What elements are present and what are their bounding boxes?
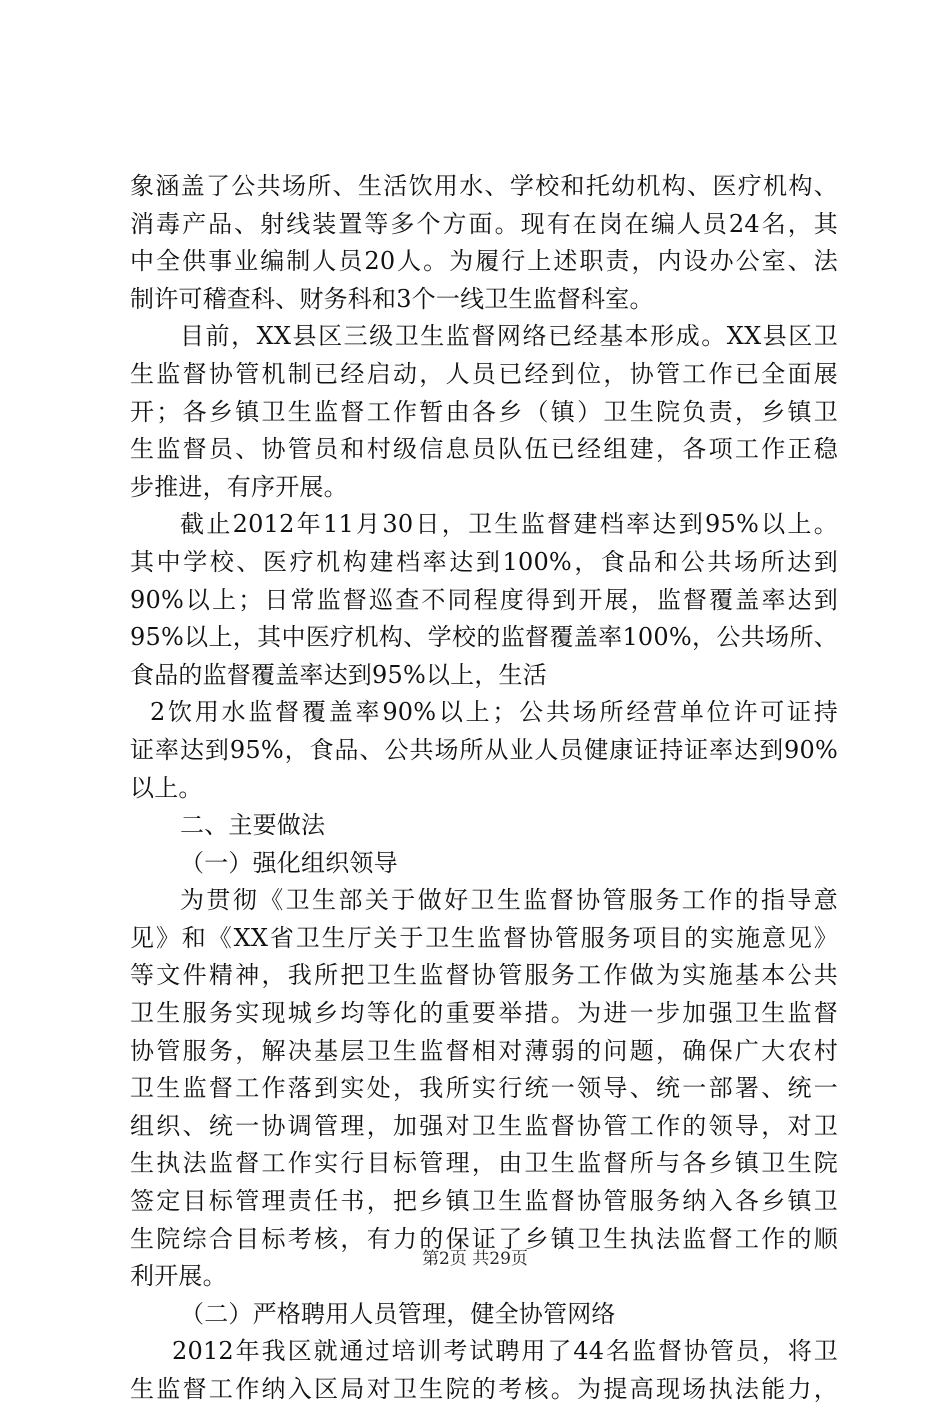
text-line: 签定目标管理责任书，把乡镇卫生监督协管服务纳入各乡镇卫 <box>130 1187 838 1216</box>
paragraph-start: 为贯彻《卫生部关于做好卫生监督协管服务工作的指导意 <box>180 886 838 915</box>
text-line: 卫生服务实现城乡均等化的重要举措。为进一步加强卫生监督 <box>130 999 838 1028</box>
text-line: 其中学校、医疗机构建档率达到100%，食品和公共场所达到 <box>130 547 838 576</box>
document-body <box>130 168 838 1409</box>
text-line: 中全供事业编制人员20人。为履行上述职责，内设办公室、法 <box>130 247 838 276</box>
text-line: 步推进，有序开展。 <box>130 472 348 501</box>
text-line: 证率达到95%，食品、公共场所从业人员健康证持证率达到90% <box>130 735 838 764</box>
subsection-heading: （二）严格聘用人员管理，健全协管网络 <box>180 1299 616 1328</box>
subsection-heading: （一）强化组织领导 <box>180 848 398 877</box>
text-line: 协管服务，解决基层卫生监督相对薄弱的问题，确保广大农村 <box>130 1036 838 1065</box>
text-line: 消毒产品、射线装置等多个方面。现有在岗在编人员24名，其 <box>130 209 838 238</box>
text-line: 食品的监督覆盖率达到95%以上，生活 <box>130 660 547 689</box>
text-line: 利开展。 <box>130 1262 227 1291</box>
text-line: 等文件精神，我所把卫生监督协管服务工作做为实施基本公共 <box>130 961 838 990</box>
text-line: 象涵盖了公共场所、生活饮用水、学校和托幼机构、医疗机构、 <box>130 172 838 200</box>
section-heading: 二、主要做法 <box>180 811 326 840</box>
text-line: 95%以上，其中医疗机构、学校的监督覆盖率100%，公共场所、 <box>130 623 838 652</box>
paragraph-start: 目前，XX县区三级卫生监督网络已经基本形成。XX县区卫 <box>180 322 838 351</box>
text-line: 90%以上；日常监督巡查不同程度得到开展，监督覆盖率达到 <box>130 585 838 614</box>
text-line: 生监督协管机制已经启动，人员已经到位，协管工作已全面展 <box>130 359 838 388</box>
paragraph-start: 2012年我区就通过培训考试聘用了44名监督协管员，将卫 <box>172 1337 838 1366</box>
text-line: 以上。 <box>130 773 203 802</box>
text-line: 卫生监督工作落到实处，我所实行统一领导、统一部署、统一 <box>130 1074 838 1103</box>
text-line: 组织、统一协调管理，加强对卫生监督协管工作的领导，对卫 <box>130 1111 838 1140</box>
text-line: 生执法监督工作实行目标管理，由卫生监督所与各乡镇卫生院 <box>130 1149 838 1178</box>
text-line: 见》和《XX省卫生厅关于卫生监督协管服务项目的实施意见》 <box>130 923 838 952</box>
text-line: 开；各乡镇卫生监督工作暂由各乡（镇）卫生院负责，乡镇卫 <box>130 397 838 426</box>
page-footer: 第2页 共29页 <box>422 1249 528 1269</box>
paragraph-start: 2饮用水监督覆盖率90%以上；公共场所经营单位许可证持 <box>150 698 838 727</box>
text-line: 生监督工作纳入区局对卫生院的考核。为提高现场执法能力， <box>130 1375 838 1403</box>
paragraph-start: 截止2012年11月30日，卫生监督建档率达到95%以上。 <box>180 510 838 539</box>
text-line: 制许可稽查科、财务科和3个一线卫生监督科室。 <box>130 284 654 313</box>
text-line: 生院综合目标考核，有力的保证了乡镇卫生执法监督工作的顺 <box>130 1224 838 1253</box>
text-line: 生监督员、协管员和村级信息员队伍已经组建，各项工作正稳 <box>130 435 838 464</box>
